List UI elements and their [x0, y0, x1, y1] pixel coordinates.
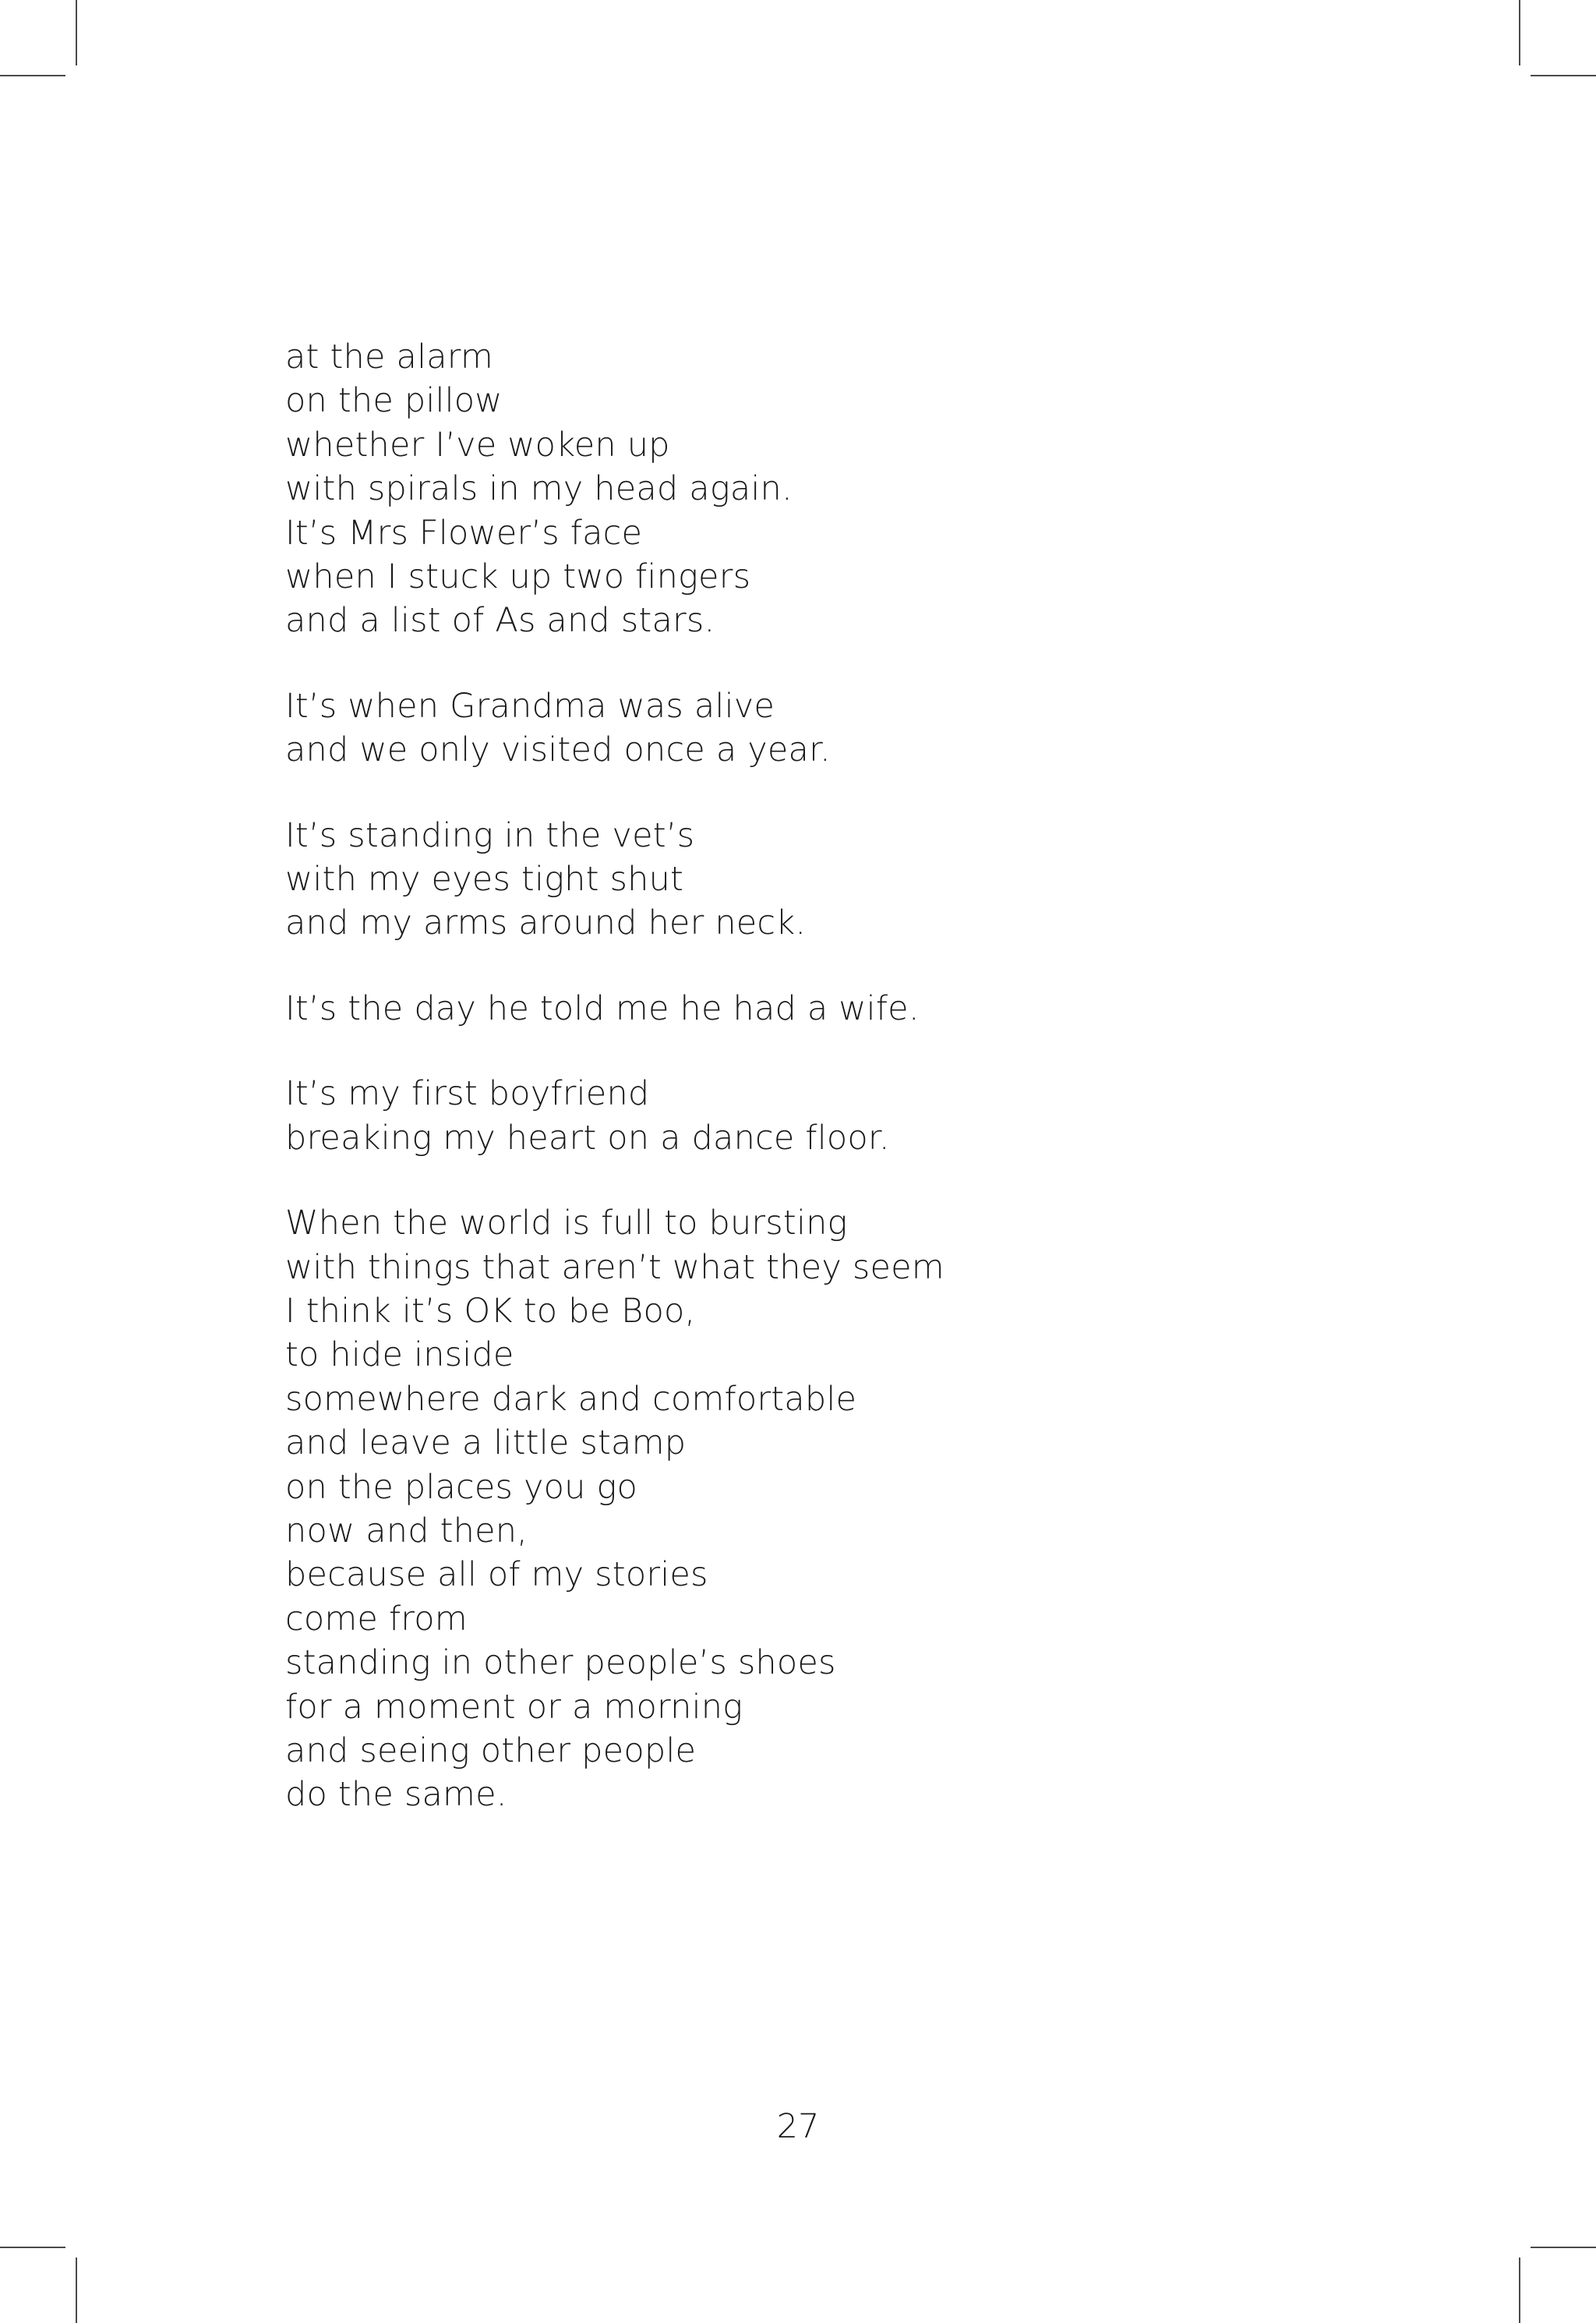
poem-line: for a moment or a morning: [285, 1687, 743, 1727]
poem-line: It’s Mrs Flower’s face: [285, 513, 643, 553]
poem-line: It’s when Grandma was alive: [285, 686, 775, 726]
poem-line: whether I’ve woken up: [285, 425, 670, 465]
page-number: 27: [776, 2107, 820, 2146]
crop-mark-top-right-horizontal: [1531, 75, 1596, 76]
crop-mark-bottom-left-vertical: [76, 2258, 77, 2323]
poem-line: It’s my first boyfriend: [285, 1074, 650, 1114]
poem-line: at the alarm: [285, 338, 493, 377]
poem-line: somewhere dark and comfortable: [285, 1379, 857, 1419]
poem-stanza: [285, 684, 1298, 773]
poem-line: come from: [285, 1599, 468, 1639]
poem-line: When the world is full to bursting: [285, 1204, 848, 1243]
poem-line: do the same.: [285, 1775, 507, 1815]
poem-line: because all of my stories: [285, 1555, 708, 1595]
poem-line: standing in other people’s shoes: [285, 1643, 836, 1683]
poem-line: now and then,: [285, 1511, 528, 1550]
crop-mark-top-right-vertical: [1519, 0, 1520, 65]
poem-line: when I stuck up two fingers: [285, 557, 751, 597]
poem-line: on the pillow: [285, 381, 503, 421]
crop-mark-top-left-vertical: [76, 0, 77, 65]
crop-mark-top-left-horizontal: [0, 75, 65, 76]
poem-stanza: [285, 335, 1298, 643]
poem-line: It’s the day he told me he had a wife.: [285, 988, 920, 1028]
poem-line: It’s standing in the vet’s: [285, 815, 695, 855]
crop-mark-bottom-right-horizontal: [1531, 2247, 1596, 2248]
poem-stanza: [285, 1201, 1298, 1817]
crop-mark-bottom-left-horizontal: [0, 2247, 65, 2248]
poem-line: and seeing other people: [285, 1731, 697, 1770]
crop-mark-bottom-right-vertical: [1519, 2258, 1520, 2323]
poem-line: and leave a little stamp: [285, 1423, 687, 1463]
poem-line: I think it’s OK to be Boo,: [285, 1291, 696, 1331]
poem-line: and a list of As and stars.: [285, 601, 715, 641]
poem-line: with spirals in my head again.: [285, 469, 793, 509]
poem-line: on the places you go: [285, 1467, 638, 1507]
poem-line: with things that aren’t what they seem: [285, 1247, 945, 1287]
poem-line: with my eyes tight shut: [285, 860, 684, 900]
poem-line: breaking my heart on a dance floor.: [285, 1118, 890, 1158]
poem-line: and my arms around her neck.: [285, 903, 807, 943]
poem-stanza: [285, 1072, 1298, 1160]
poem-stanza: [285, 814, 1298, 946]
poem-stanza: [285, 987, 1298, 1031]
poem-text: [285, 335, 1298, 1817]
poem-line: to hide inside: [285, 1335, 514, 1375]
poem-line: and we only visited once a year.: [285, 730, 831, 770]
